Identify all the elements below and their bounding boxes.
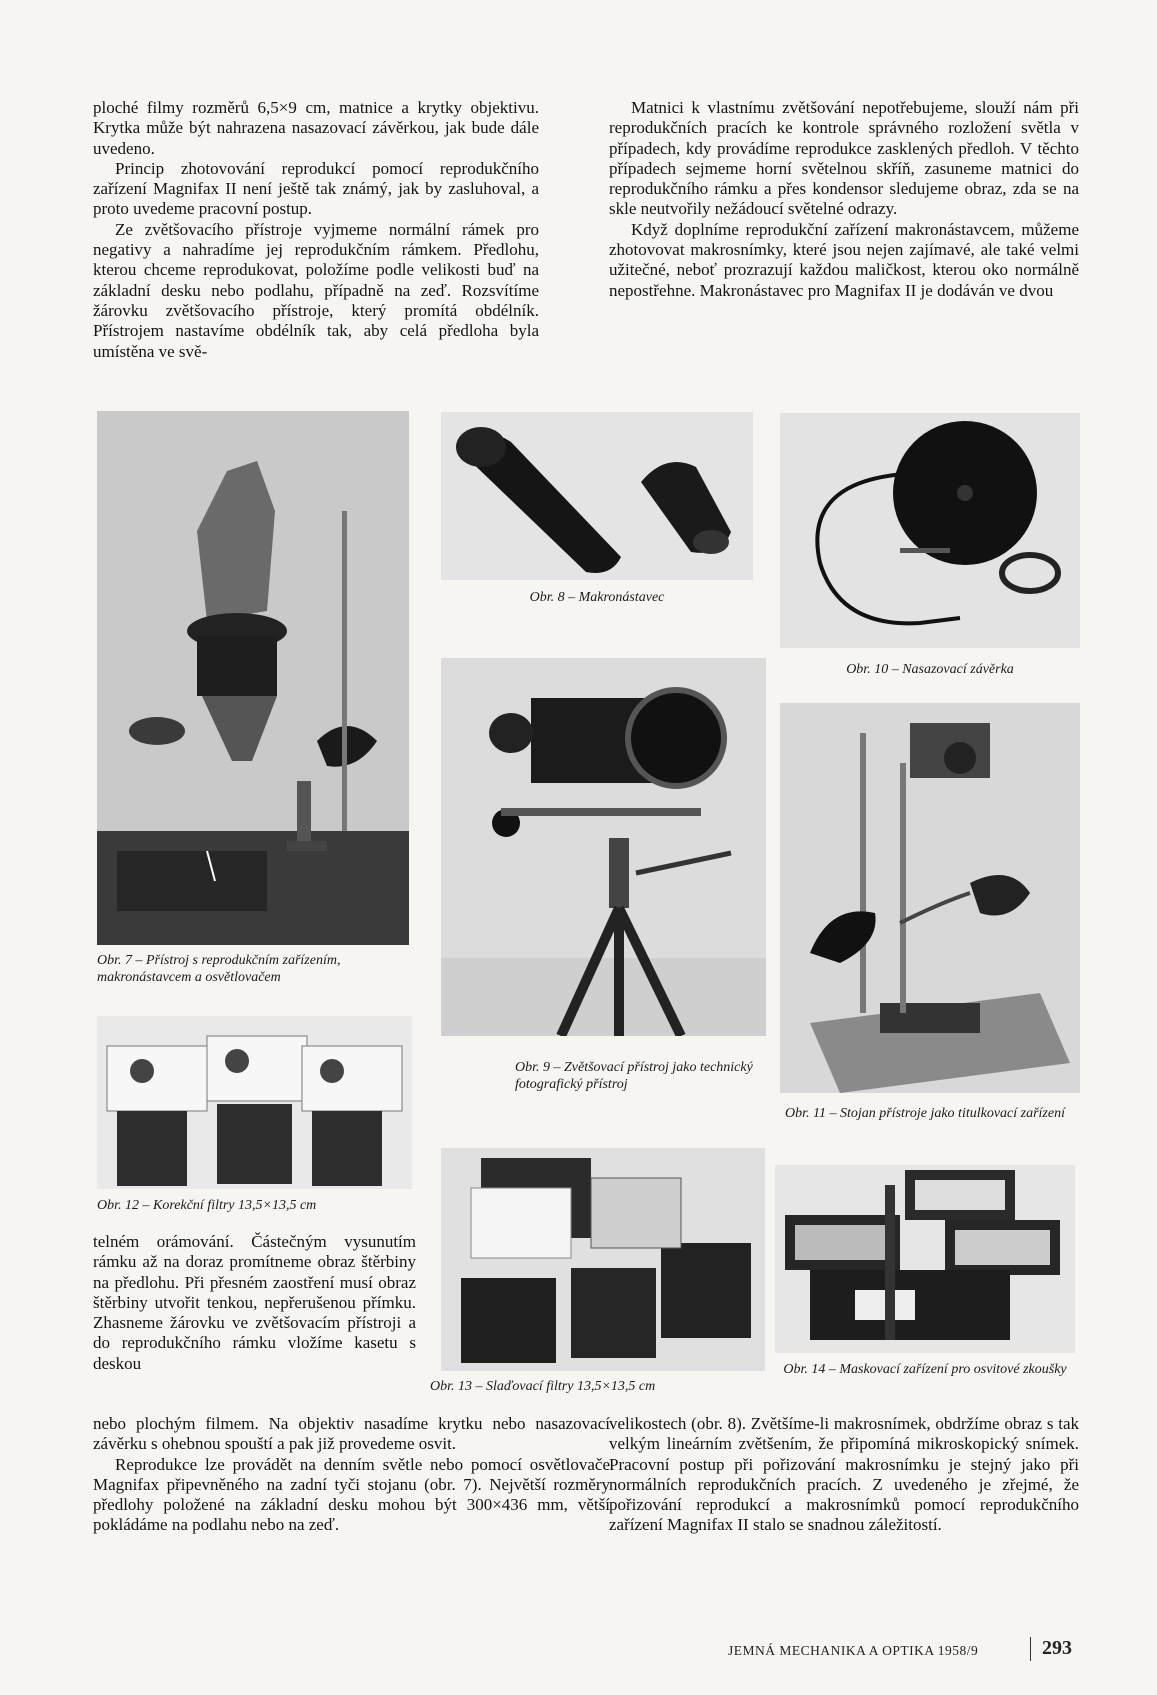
figure-7-photo <box>97 411 409 945</box>
column-left-bottom <box>93 1414 610 1536</box>
figure-9-photo <box>441 658 766 1036</box>
footer-divider <box>1030 1637 1031 1661</box>
paragraph: telném orámování. Částečným vysunutím rámku až na doraz promítneme obraz štěrbiny na předlohu. Při přesném zaostření musí obraz štěrbiny utvořit tenkou, nepřerušenou přímku. Zhasneme žárovku ve zvětšovacím přístroji a do reprodukčního rámku vložíme kasetu s deskou <box>93 1232 416 1373</box>
figure-12-caption: Obr. 12 – Korekční filtry 13,5×13,5 cm <box>97 1198 317 1213</box>
column-right-bottom <box>609 1414 1079 1536</box>
paragraph: Když doplníme reprodukční zařízení makronástavcem, můžeme zhotovovat makrosnímky, které jsou nejen zajímavé, ale také velmi užitečné, neboť prozrazují každou maličkost, kterou oko normálně nepostřehne. Makronástavec pro Magnifax II je dodáván ve dvou <box>609 219 1079 300</box>
paragraph: velikostech (obr. 8). Zvětšíme-li makrosnímek, obdržíme obraz s tak velkým lineárním zvětšením, že připomíná mikroskopický snímek. Pracovní postup při pořizování makrosnímku je stejný jako při normálních reprodukčních pracích. Z uvedeného je zřejmé, že pořizování reprodukcí a makrosnímků pomocí reprodukčního zařízení Magnifax II stalo se snadnou záležitostí. <box>609 1414 1079 1535</box>
paragraph: nebo plochým filmem. Na objektiv nasadíme krytku nebo nasazovací závěrku s ohebnou spouští a pak již provedeme osvit. <box>93 1414 610 1454</box>
figure-14-photo <box>775 1165 1075 1353</box>
paragraph: Ze zvětšovacího přístroje vyjmeme normální rámek pro negativy a nahradíme jej reprodukčním rámkem. Předlohu, kterou chceme reprodukovat, položíme podle velikosti buď na základní desku nebo podlahu, případně na zeď. Rozsvítíme žárovku zvětšovacího přístroje, který promítá obdélník. Přístrojem nastavíme obdélník tak, aby celá předloha byla umístěna ve svě- <box>93 219 539 361</box>
column-right-top <box>609 98 1079 301</box>
figure-11-photo <box>780 703 1080 1093</box>
figure-9-caption: Obr. 9 – Zvětšovací přístroj jako technický fotografický přístroj <box>515 1060 753 1092</box>
figure-10-photo <box>780 413 1080 648</box>
paragraph: ploché filmy rozměrů 6,5×9 cm, matnice a krytky objektivu. Krytka může být nahrazena nasazovací závěrkou, jak bude dále uvedeno. <box>93 98 539 158</box>
figure-8-photo <box>441 412 753 580</box>
paragraph: Matnici k vlastnímu zvětšování nepotřebujeme, slouží nám při reprodukčních pracích ke kontrole správného rozložení světla v případech, kdy provádíme reprodukce zasklených předloh. V těchto případech sejmeme horní světelnou skříň, zasuneme matnici do reprodukčního rámku a přes kondensor sledujeme obraz, zda se na skle neutvořily nežádoucí světelné odrazy. <box>609 98 1079 219</box>
figure-12-photo <box>97 1016 412 1189</box>
column-left-top <box>93 98 539 362</box>
paragraph: Princip zhotovování reprodukcí pomocí reprodukčního zařízení Magnifax II není ještě tak známý, jak by zasluhoval, a proto uvedeme pracovní postup. <box>93 158 539 219</box>
column-left-mid <box>93 1232 416 1374</box>
paragraph: Reprodukce lze provádět na denním světle nebo pomocí osvětlovače Magnifax připevněného na zadní tyči stojanu (obr. 7). Největší rozměry předlohy položené na základní desku mohou být 300×436 mm, větší pokládáme na podlahu nebo na zeď. <box>93 1454 610 1535</box>
figure-13-photo <box>441 1148 765 1371</box>
figure-7-caption: Obr. 7 – Přístroj s reprodukčním zařízením, makronástavcem a osvětlovačem <box>97 953 341 985</box>
figure-11-caption: Obr. 11 – Stojan přístroje jako titulkovací zařízení <box>785 1106 1065 1121</box>
journal-name: JEMNÁ MECHANIKA A OPTIKA 1958/9 <box>728 1643 979 1658</box>
page-number: 293 <box>1042 1637 1072 1659</box>
page-footer <box>728 1637 1073 1663</box>
figure-13-caption: Obr. 13 – Slaďovací filtry 13,5×13,5 cm <box>430 1379 656 1394</box>
figure-8-caption: Obr. 8 – Makronástavec <box>529 590 665 605</box>
figure-10-caption: Obr. 10 – Nasazovací závěrka <box>846 662 1014 677</box>
figure-14-caption: Obr. 14 – Maskovací zařízení pro osvitové zkoušky <box>783 1362 1067 1377</box>
